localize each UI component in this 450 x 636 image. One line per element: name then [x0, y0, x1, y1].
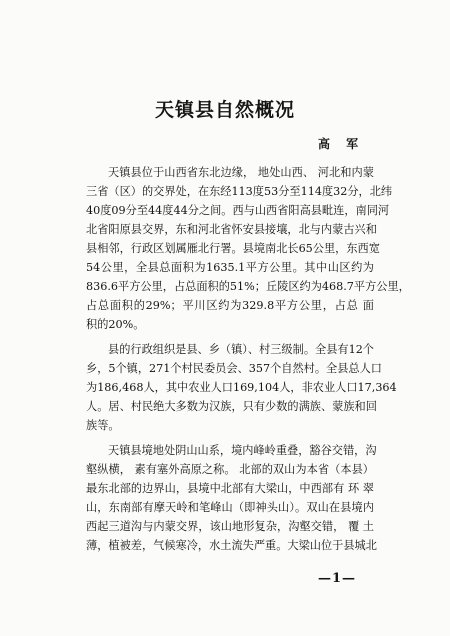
paragraph-1-line-7: 836.6平方公里，占总面积的51%；丘陵区约为468.7平方公里， — [86, 280, 410, 293]
paragraph-2-line-5: 族等。 — [86, 419, 120, 432]
author-name: 高 军 — [318, 137, 365, 151]
paragraph-1-line-5: 县相邻，行政区划属雁北行署。县境南北长65公里，东西宽 — [86, 242, 380, 255]
paragraph-3-line-4: 山，东南部有摩天岭和笔峰山（即神头山）。双山在县境内 — [86, 501, 374, 514]
paragraph-1-line-9: 积的20%。 — [86, 318, 145, 331]
page-title: 天镇县自然概况 — [154, 99, 295, 121]
paragraph-1-line-8: 占总面积的29%；平川区约为329.8平方公里，占总 面 — [86, 299, 374, 312]
paragraph-2-line-4: 人。居、村民绝大多数为汉族，只有少数的满族、蒙族和回 — [86, 400, 377, 413]
paragraph-2-line-3: 为186,468人，其中农业人口169,104人，非农业人口17,364 — [86, 381, 397, 394]
page-number: —1— — [318, 571, 357, 586]
body-text — [86, 163, 410, 555]
paragraph-3-line-2: 壑纵横， 素有塞外高原之称。 北部的双山为本省（本县） — [86, 463, 374, 476]
paragraph-3-line-1: 天镇县境地处阴山山系，境内峰岭重叠，豁谷交错，沟 — [108, 444, 377, 457]
paragraph-1-line-3: 40度09分至44度44分之间。西与山西省阳高县毗连，南同河 — [86, 204, 390, 217]
paragraph-3-line-5: 西起三道沟与内蒙交界，该山地形复杂，沟壑交错， 覆 土 — [86, 520, 374, 533]
paragraph-1-line-6: 54公里，全县总面积为1635.1平方公里。其中山区约为 — [86, 261, 374, 274]
paragraph-2-line-1: 县的行政组织是县、乡（镇）、村三级制。全县有12个 — [108, 343, 374, 356]
paragraph-1-line-1: 天镇县位于山西省东北边缘， 地处山西、 河北和内蒙 — [108, 166, 374, 179]
paragraph-1-line-4: 北省阳原县交界，东和河北省怀安县接壤，北与内蒙古兴和 — [86, 223, 377, 236]
paragraph-3-line-3: 最东北部的边界山，县境中北部有大梁山，中西部有 环 翠 — [86, 482, 374, 495]
paragraph-2-line-2: 乡，5个镇，271个村民委员会、357个自然村。全县总人口 — [86, 362, 382, 375]
paragraph-3-line-6: 薄，植被差，气候寒冷，水土流失严重。大梁山位于县城北 — [86, 539, 377, 552]
paragraph-1-line-2: 三省（区）的交界处，在东经113度53分至114度32分，北纬 — [86, 185, 393, 198]
